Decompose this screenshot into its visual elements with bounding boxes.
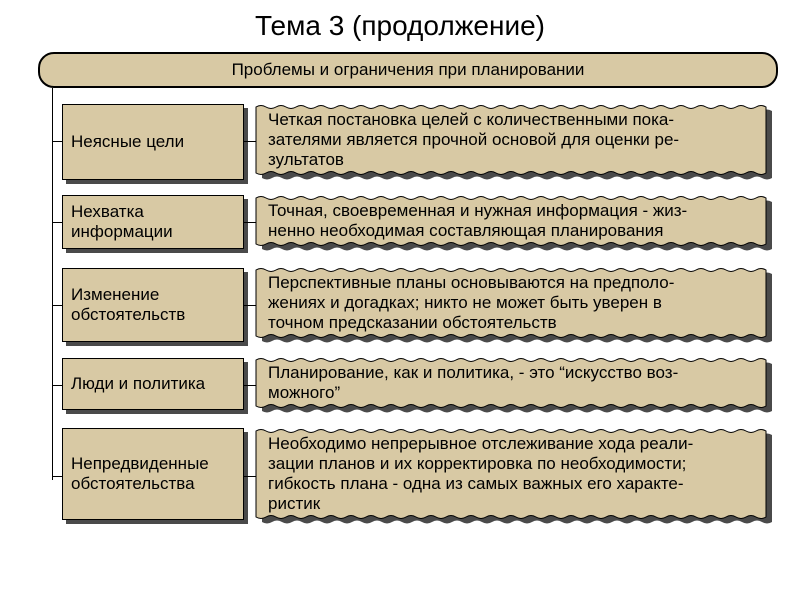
description-line: зателями является прочной основой для оценки ре- — [268, 130, 680, 149]
description-card — [254, 103, 780, 181]
problem-label: Люди и политика — [71, 374, 206, 393]
description-line: можного” — [268, 383, 341, 402]
description-line: гибкость плана - одна из самых важных его характе- — [268, 474, 684, 493]
description-text — [268, 201, 764, 241]
problem-card — [62, 195, 244, 249]
description-text — [268, 273, 764, 333]
description-line: Планирование, как и политика, - это “искусство воз- — [268, 363, 679, 382]
description-text — [268, 434, 764, 514]
connector-trunk — [52, 88, 53, 480]
description-line: зультатов — [268, 150, 344, 169]
description-line: точном предсказании обстоятельств — [268, 313, 557, 332]
description-text — [268, 110, 764, 170]
description-line: ристик — [268, 494, 321, 513]
connector-branch — [52, 222, 62, 223]
description-card — [254, 266, 780, 344]
slide-title: Тема 3 (продолжение) — [254, 10, 545, 41]
connector-branch — [52, 476, 62, 477]
problem-label: Нехватка информации — [71, 202, 173, 241]
description-line: Точная, своевременная и нужная информация - жиз- — [268, 201, 688, 220]
description-line: Перспективные планы основываются на предполо- — [268, 273, 675, 292]
problem-label: Неясные цели — [71, 132, 185, 151]
problem-card — [62, 104, 244, 180]
description-card — [254, 194, 780, 252]
description-line: Необходимо непрерывное отслеживание хода реали- — [268, 434, 694, 453]
header-banner: Проблемы и ограничения при планировании — [38, 52, 778, 88]
problem-card — [62, 268, 244, 342]
description-line: зации планов и их корректировка по необходимости; — [268, 454, 687, 473]
connector-branch — [52, 385, 62, 386]
problem-label: Непредвиденные обстоятельства — [71, 454, 209, 493]
description-card — [254, 427, 780, 525]
description-text — [268, 363, 764, 403]
description-card — [254, 356, 780, 414]
connector-branch — [52, 305, 62, 306]
description-line: ненно необходимая составляющая планирования — [268, 221, 664, 240]
description-line: Четкая постановка целей с количественными пока- — [268, 110, 675, 129]
problem-card — [62, 428, 244, 520]
description-line: жениях и догадках; никто не может быть уверен в — [268, 293, 662, 312]
problem-card — [62, 358, 244, 410]
problem-label: Изменение обстоятельств — [71, 285, 186, 324]
connector-branch — [52, 141, 62, 142]
